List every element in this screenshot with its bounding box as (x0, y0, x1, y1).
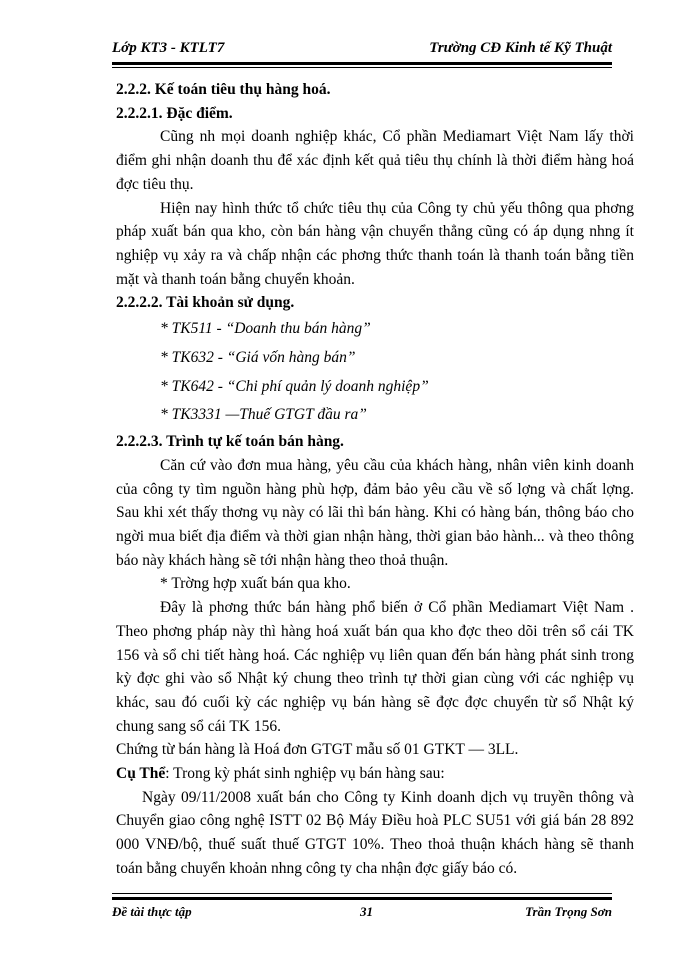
account-item: * TK3331 —Thuế GTGT đầu ra” (160, 406, 367, 424)
paragraph-warehouse-case: * Trờng hợp xuất bán qua kho. (160, 575, 351, 593)
account-item: * TK511 - “Doanh thu bán hàng” (160, 320, 371, 338)
footer-author: Trần Trọng Sơn (525, 904, 612, 919)
page-footer (112, 904, 612, 926)
example-label: Cụ Thể (116, 765, 166, 783)
paragraph-example-intro (116, 762, 634, 786)
account-item: * TK632 - “Giá vốn hàng bán” (160, 348, 356, 366)
section-heading: 2.2.2. Kế toán tiêu thụ hàng hoá. (116, 81, 331, 98)
header-rule-thick (112, 62, 612, 65)
page-header (112, 38, 612, 60)
footer-rule-thick (112, 897, 612, 900)
header-rule-thin (112, 67, 612, 68)
account-item: * TK642 - “Chi phí quản lý doanh nghiệp” (160, 377, 429, 395)
paragraph-procedure: Căn cứ vào đơn mua hàng, yêu cầu của khách hàng, nhân viên kinh doanh của công ty tìm nguồn hàng phù hợp, đảm bảo yêu cầu về số lợng và chất lợng. Sau khi xét thấy thơng vụ này có lãi thì bán hàng. Khi có hàng bán, thông báo cho ngời mua biết địa điểm và thời gian nhận hàng, thời gian bảo hành... và theo thông báo này khách hàng sẽ tới nhận hàng theo thoả thuận. (116, 456, 634, 569)
paragraph-warehouse-method: Đây là phơng thức bán hàng phổ biến ở Cổ phần Mediamart Việt Nam . Theo phơng pháp này thì hàng hoá xuất bán qua kho đợc theo dõi trên sổ cái TK 156 và sổ chi tiết hàng hoá. Các nghiệp vụ liên quan đến bán hàng phát sinh trong kỳ đợc ghi vào sổ Nhật ký chung theo trình tự thời gian cùng với các nghiệp vụ khác, sau đó cuối kỳ các nghiệp vụ bán hàng sẽ đợc đợc chuyển từ sổ Nhật ký chung sang sổ cái TK 156. (116, 599, 634, 735)
page-number: 31 (360, 904, 373, 919)
document-body (116, 78, 634, 881)
subsection-heading-characteristics: 2.2.2.1. Đặc điểm. (116, 104, 233, 122)
footer-title: Đề tài thực tập (112, 904, 192, 919)
paragraph-sales-methods: Hiện nay hình thức tổ chức tiêu thụ của Công ty chủ yếu thông qua phơng pháp xuất bán qua kho, còn bán hàng vận chuyển thẳng cũng có áp dụng nhng ít nghiệp vụ xảy ra và chấp nhận các phơng thức thanh toán là thanh toán bằng tiền mặt và thanh toán bằng chuyển khoản. (116, 199, 634, 288)
subsection-heading-accounts: 2.2.2.2. Tài khoản sử dụng. (116, 294, 295, 312)
example-intro-text: : Trong kỳ phát sinh nghiệp vụ bán hàng sau: (165, 765, 445, 783)
paragraph-invoice: Chứng từ bán hàng là Hoá đơn GTGT mẫu số 01 GTKT — 3LL. (116, 741, 519, 759)
paragraph-example: Ngày 09/11/2008 xuất bán cho Công ty Kinh doanh dịch vụ truyền thông và Chuyển giao công nghệ ISTT 02 Bộ Máy Điều hoà PLC SU51 với giá bán 28 892 000 VNĐ/bộ, thuế suất thuế GTGT 10%. Theo thoả thuận khách hàng sẽ thanh toán bằng chuyển khoản nhng công ty cha nhận đợc giấy báo có. (116, 788, 634, 877)
paragraph-characteristics: Cũng nh mọi doanh nghiệp khác, Cổ phần Mediamart Việt Nam lấy thời điểm ghi nhận doanh thu để xác định kết quả tiêu thụ chính là thời điểm hàng hoá đợc tiêu thụ. (116, 128, 634, 193)
header-school-label: Trường CĐ Kinh tế Kỹ Thuật (429, 40, 612, 56)
header-class-label: Lớp KT3 - KTLT7 (112, 40, 225, 56)
subsection-heading-procedure: 2.2.2.3. Trình tự kế toán bán hàng. (116, 433, 344, 451)
footer-rule-thin (112, 893, 612, 894)
